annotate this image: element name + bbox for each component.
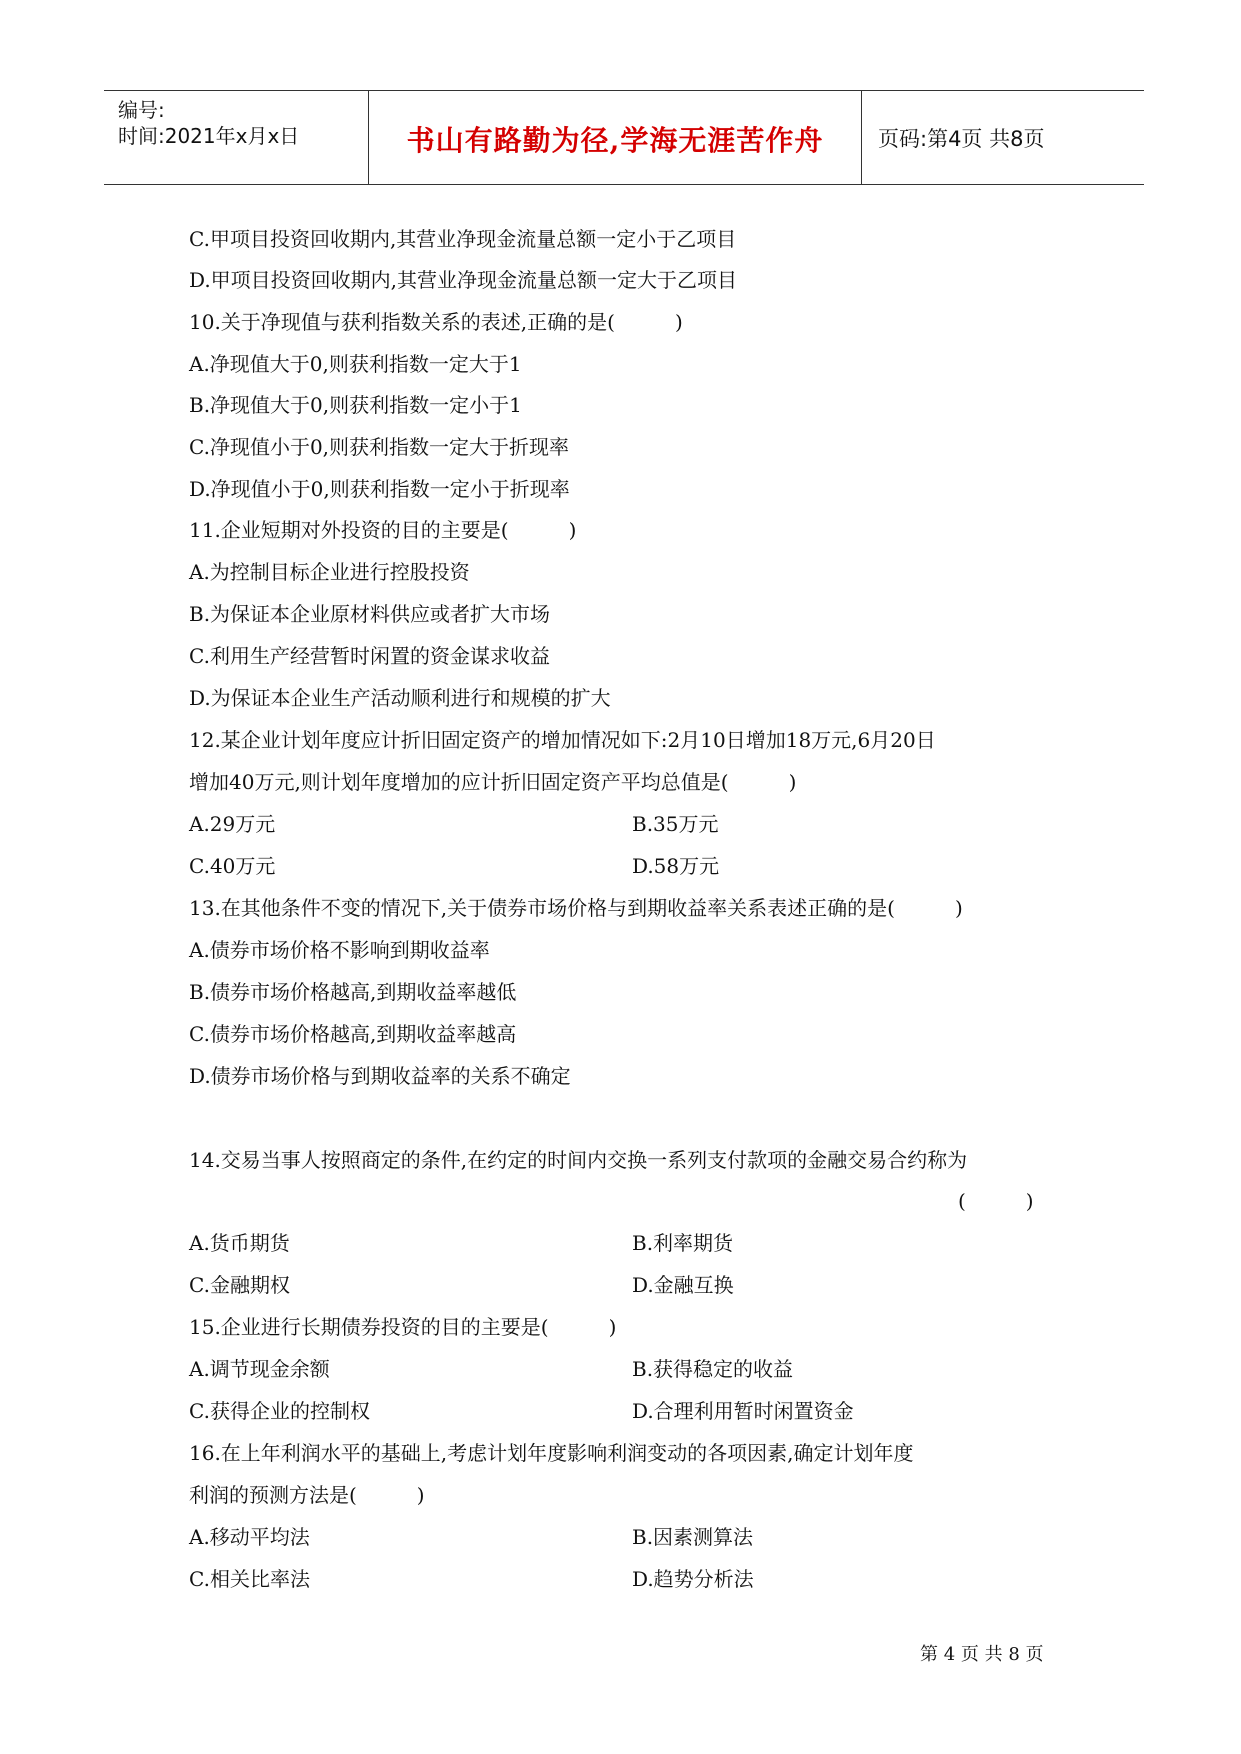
option: D.净现值小于0,则获利指数一定小于折现率 <box>189 477 570 501</box>
page-code: 页码:第4页 共8页 <box>878 127 1045 151</box>
option: C.债券市场价格越高,到期收益率越高 <box>189 1022 517 1046</box>
question-stem: 10.关于净现值与获利指数关系的表述,正确的是( ) <box>189 310 683 334</box>
option: D.为保证本企业生产活动顺利进行和规模的扩大 <box>189 686 611 710</box>
question-stem: 14.交易当事人按照商定的条件,在约定的时间内交换一系列支付款项的金融交易合约称为 <box>189 1148 968 1172</box>
page-header <box>104 90 1144 185</box>
text-line: D.甲项目投资回收期内,其营业净现金流量总额一定大于乙项目 <box>189 268 738 292</box>
option: D.债券市场价格与到期收益率的关系不确定 <box>189 1064 571 1088</box>
option: C.相关比率法 <box>189 1567 310 1591</box>
option: B.净现值大于0,则获利指数一定小于1 <box>189 393 522 417</box>
option: C.净现值小于0,则获利指数一定大于折现率 <box>189 435 570 459</box>
option: B.债券市场价格越高,到期收益率越低 <box>189 980 517 1004</box>
question-stem: 11.企业短期对外投资的目的主要是( ) <box>189 518 577 542</box>
option: A.债券市场价格不影响到期收益率 <box>189 938 490 962</box>
motto: 书山有路勤为径,学海无涯苦作舟 <box>406 124 824 157</box>
option: B.因素测算法 <box>632 1525 754 1549</box>
question-stem: 15.企业进行长期债券投资的目的主要是( ) <box>189 1315 617 1339</box>
option: C.利用生产经营暂时闲置的资金谋求收益 <box>189 644 550 668</box>
header-right-cell <box>862 91 1144 184</box>
option: A.29万元 <box>189 812 276 836</box>
option: D.趋势分析法 <box>632 1567 754 1591</box>
text-line: C.甲项目投资回收期内,其营业净现金流量总额一定小于乙项目 <box>189 227 737 251</box>
time-label: 时间:2021年x月x日 <box>118 124 300 148</box>
option: C.金融期权 <box>189 1273 290 1297</box>
option: A.净现值大于0,则获利指数一定大于1 <box>189 352 522 376</box>
option: D.合理利用暂时闲置资金 <box>632 1399 854 1423</box>
option: A.为控制目标企业进行控股投资 <box>189 560 470 584</box>
option: B.35万元 <box>632 812 719 836</box>
option: B.为保证本企业原材料供应或者扩大市场 <box>189 602 551 626</box>
option: B.获得稳定的收益 <box>632 1357 794 1381</box>
option: A.货币期货 <box>189 1231 290 1255</box>
question-stem: 12.某企业计划年度应计折旧固定资产的增加情况如下:2月10日增加18万元,6月20日 <box>189 728 936 752</box>
option: D.金融互换 <box>632 1273 734 1297</box>
header-left-cell <box>104 91 366 184</box>
number-label: 编号: <box>118 98 165 122</box>
option: A.移动平均法 <box>189 1525 310 1549</box>
question-stem: 利润的预测方法是( ) <box>189 1483 425 1507</box>
header-motto-cell <box>368 91 862 184</box>
question-stem: 13.在其他条件不变的情况下,关于债券市场价格与到期收益率关系表述正确的是( ) <box>189 896 963 920</box>
option: C.获得企业的控制权 <box>189 1399 370 1423</box>
option: D.58万元 <box>632 854 720 878</box>
option: C.40万元 <box>189 854 276 878</box>
page-footer: 第 4 页 共 8 页 <box>920 1644 1044 1665</box>
option: B.利率期货 <box>632 1231 734 1255</box>
question-stem: 16.在上年利润水平的基础上,考虑计划年度影响利润变动的各项因素,确定计划年度 <box>189 1441 914 1465</box>
option: A.调节现金余额 <box>189 1357 330 1381</box>
question-stem: 增加40万元,则计划年度增加的应计折旧固定资产平均总值是( ) <box>189 770 797 794</box>
answer-blank: ( ) <box>958 1189 1034 1213</box>
